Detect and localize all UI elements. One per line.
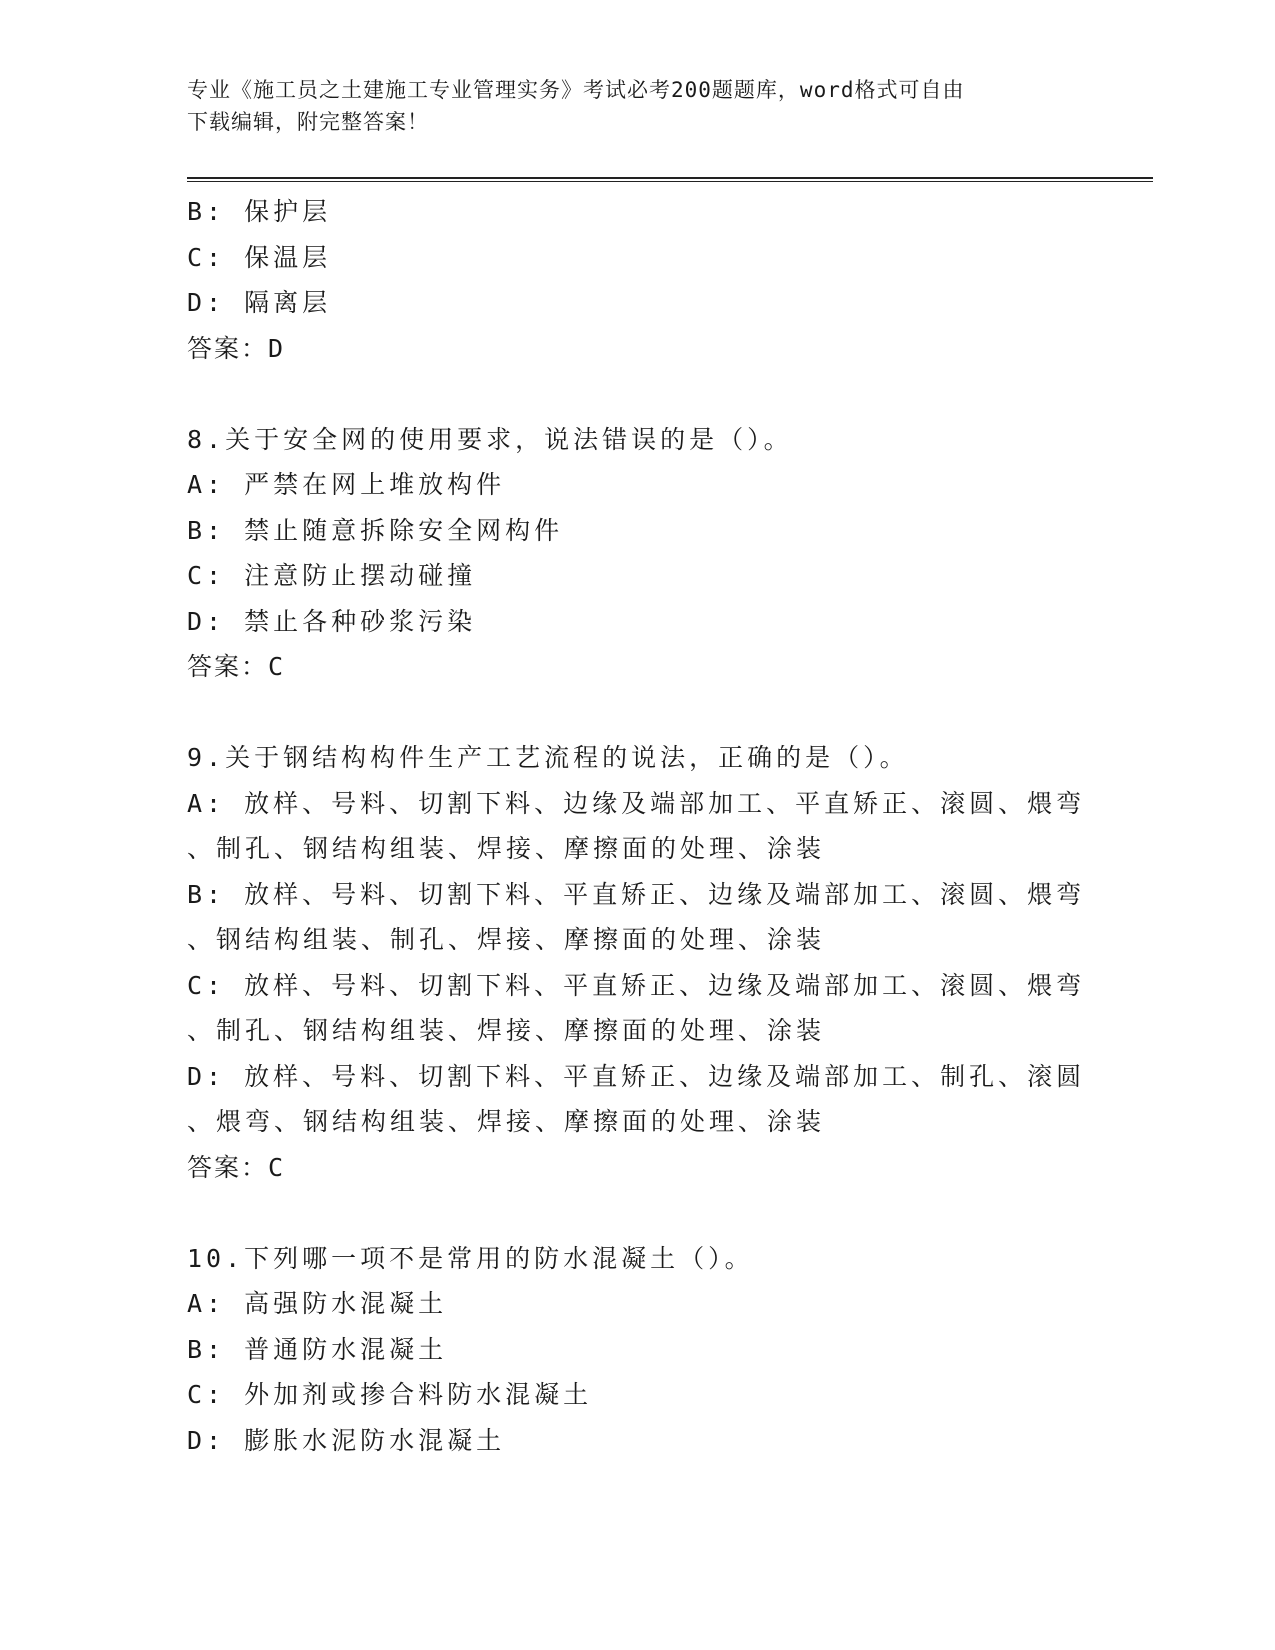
q10-stem: 10.下列哪一项不是常用的防水混凝土（）。 — [187, 1243, 754, 1273]
question-9 — [187, 735, 1087, 1190]
q9-option-c-line-1: C: 放样、号料、切割下料、平直矫正、边缘及端部加工、滚圆、煨弯 — [187, 970, 1086, 1000]
header-line-2: 下载编辑，附完整答案！ — [187, 110, 429, 134]
q9-option-c-line-2: 、制孔、钢结构组装、焊接、摩擦面的处理、涂装 — [187, 1016, 826, 1045]
q9-stem: 9.关于钢结构构件生产工艺流程的说法，正确的是（）。 — [187, 743, 909, 772]
q8-option-a: A: 严禁在网上堆放构件 — [187, 470, 506, 499]
spacer — [187, 371, 1087, 417]
q9-option-d-line-2: 、煨弯、钢结构组装、焊接、摩擦面的处理、涂装 — [187, 1107, 826, 1136]
q10-option-c: C: 外加剂或掺合料防水混凝土 — [187, 1380, 593, 1409]
q8-option-d: D: 禁止各种砂浆污染 — [187, 606, 477, 636]
q7-answer: 答案：D — [187, 333, 286, 363]
q10-option-a: A: 高强防水混凝土 — [187, 1289, 448, 1318]
q9-option-a-line-2: 、制孔、钢结构组装、焊接、摩擦面的处理、涂装 — [187, 834, 826, 863]
q8-option-b: B: 禁止随意拆除安全网构件 — [187, 515, 564, 545]
spacer — [187, 690, 1087, 736]
question-7-tail — [187, 189, 1087, 371]
q9-answer: 答案：C — [187, 1152, 286, 1182]
q8-option-c: C: 注意防止摆动碰撞 — [187, 561, 477, 590]
q9-option-a-line-1: A: 放样、号料、切割下料、边缘及端部加工、平直矫正、滚圆、煨弯 — [187, 788, 1086, 818]
question-10 — [187, 1236, 1087, 1464]
q9-option-b-line-2: 、钢结构组装、制孔、焊接、摩擦面的处理、涂装 — [187, 925, 826, 954]
spacer — [187, 1190, 1087, 1236]
q9-option-b-line-1: B: 放样、号料、切割下料、平直矫正、边缘及端部加工、滚圆、煨弯 — [187, 879, 1086, 909]
q8-stem: 8.关于安全网的使用要求，说法错误的是（）。 — [187, 424, 793, 454]
q7-option-c: C: 保温层 — [187, 242, 332, 272]
header-line-1: 专业《施工员之土建施工专业管理实务》考试必考200题题库，word格式可自由 — [187, 78, 965, 102]
document-header — [187, 74, 1067, 138]
question-8 — [187, 417, 1087, 690]
header-divider — [187, 177, 1153, 182]
q10-option-b: B: 普通防水混凝土 — [187, 1334, 448, 1364]
q9-option-d-line-1: D: 放样、号料、切割下料、平直矫正、边缘及端部加工、制孔、滚圆 — [187, 1061, 1086, 1091]
q7-option-d: D: 隔离层 — [187, 288, 332, 317]
q10-option-d: D: 膨胀水泥防水混凝土 — [187, 1425, 506, 1455]
q8-answer: 答案：C — [187, 652, 286, 681]
question-list — [187, 189, 1087, 1463]
q7-option-b: B: 保护层 — [187, 197, 332, 226]
